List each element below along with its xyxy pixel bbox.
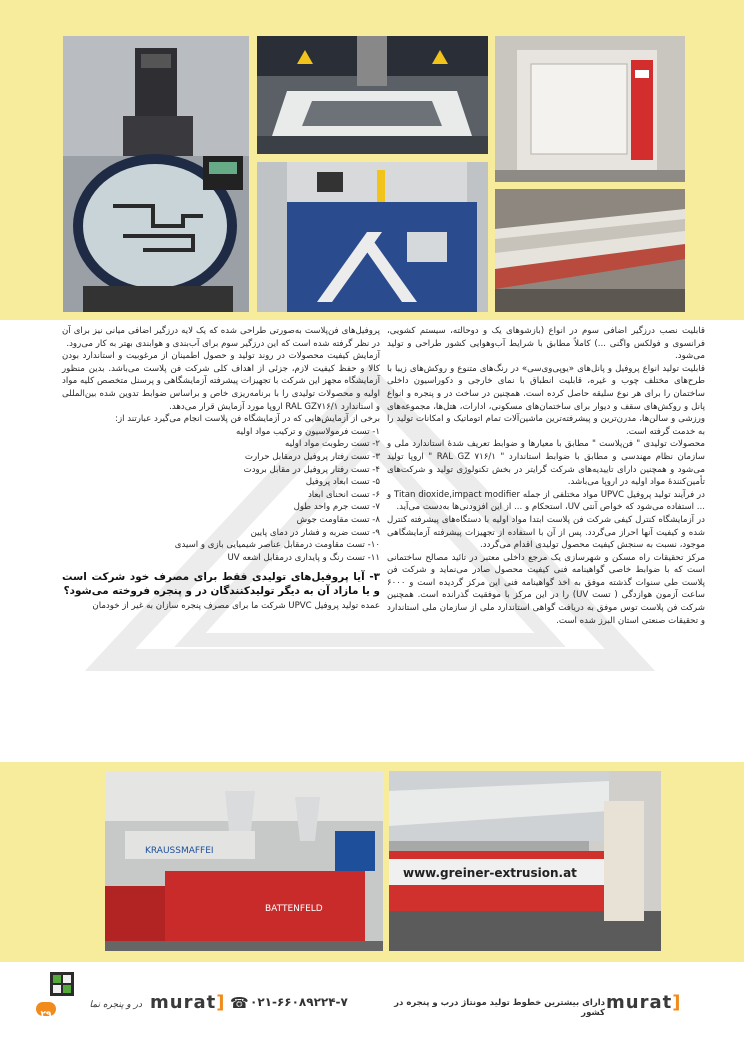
article-paragraph: مرکز تحقیقات راه مسکن و شهرسازی یک مرجع داخلی معتبر در تائید مصالح ساختمانی است که با ضوابط خاصی گواهینامه فنی کیفیت محصول صادر می‌نماید و شرکت فن پلاست طی سنوات گذشته موفق به اخذ گواهینامه فنی این مرکز گردیده است و ۶۰۰۰ ساعت آزمون هوازدگی ( تست UV) را در این مرکز با موفقیت گذرانده است. همچنین شرکت فن پلاست توس موفق به دریافت گواهی استاندارد ملی از سازمان ملی استاندارد و تحقیقات صنعتی استان البرز شده است. [387, 552, 705, 626]
list-item: ۷- تست جرم واحد طول [293, 502, 380, 513]
photo-profile-line [495, 189, 685, 312]
list-item: ۲- تست رطوبت مواد اولیه [284, 439, 380, 450]
list-item: ۴- تست رفتار پروفیل در مقابل برودت [243, 464, 380, 475]
extrusion-sign-label: www.greiner-extrusion.at [403, 866, 577, 880]
magazine-logo-mark [50, 972, 74, 996]
article-paragraph: در آزمایشگاه کنترل کیفی شرکت فن پلاست ابتدا مواد اولیه با دستگاه‌های پیشرفته کنترل شده و کیفیت آنها احراز می‌گردد. پس از آن با استفاده از تجهیزات پیشرفته آزمایشگاهی موجود، نسبت به سنجش کیفیت محصول تولیدی اقدام می‌گردد. [387, 514, 705, 551]
photo-profile-projector [63, 36, 249, 312]
phone-number: ۰۲۱-۶۶۰۸۹۲۲۴-۷ [250, 995, 348, 1009]
article-paragraph: عمده تولید پروفیل UPVC شرکت ما برای مصرف پنجره سازان به غیر از خودمان [92, 601, 380, 612]
list-item: ۱۰- تست مقاومت درمقابل عناصر شیمیایی بازی و اسیدی [174, 540, 380, 551]
page-footer [0, 962, 744, 1053]
machine-brand-label: BATTENFELD [265, 904, 323, 914]
interview-question: ۳- آیا پروفیل‌های تولیدی فقط برای مصرف خود شرکت است و یا مازاد آن به دیگر تولیدکنندگان در و پنجره فروخته می‌شود؟ [62, 571, 380, 598]
brand-name: murat [606, 992, 673, 1013]
photo-extrusion-line [389, 771, 661, 951]
magazine-name: در و پنجره نما [89, 1000, 142, 1010]
page-number-badge [36, 1002, 56, 1020]
list-item: ۹- تست ضربه و فشار در دمای پایین [250, 527, 380, 538]
list-item: ۵- تست ابعاد پروفیل [305, 477, 380, 488]
lab-tests-list [62, 426, 380, 565]
page-number: ۲۹ [40, 1010, 52, 1020]
article-left-column [62, 325, 380, 613]
article-paragraph: پروفیل‌های فن‌پلاست به‌صورتی طراحی شده که یک لایه درزگیر اضافی میانی نیز برای آن در نظر گرفته شده است که این درزگیر سوم برای آب‌بندی و هوابندی بهتر به کار می‌رود. [62, 326, 380, 349]
footer-tagline: دارای بیشترین خطوط تولید مونتاژ درب و پنجره در کشور [394, 998, 605, 1018]
article-paragraph: برخی از آزمایش‌هایی که در آزمایشگاه فن پلاست انجام می‌گیرد عبارتند از: [115, 414, 380, 425]
article-right-column [387, 325, 705, 627]
list-item: ۶- تست انحنای ابعاد [307, 489, 380, 500]
article-paragraph: در فرآیند تولید پروفیل UPVC مواد مختلفی از جمله Titan dioxide,impact modifier و ... استفاده می‌شود که خواص آنتی UV، استحکام و ... از این افزودنی‌ها به‌دست می‌آید. [387, 489, 706, 513]
brand-name: murat [150, 992, 217, 1013]
list-item: ۳- تست رفتار پروفیل درمقابل حرارت [244, 451, 380, 462]
article-paragraph: آزمایش کیفیت محصولات در روند تولید و حصول اطمینان از مرغوبیت و استاندارد بودن کالا و حفظ کیفیت لازم، جزئی از اهداف کلی شرکت فن پلاست می‌باشد. بدین منظور آزمایشگاه مجهز این شرکت با تجهیزات پیشرفته آزمایشگاهی و پرسنل متخصص کلیه مواد اولیه و محصولات تولیدی را با برنامه‌ریزی خاص و براساس ضوابط تدوین شده بین‌المللی و استاندارد RAL GZ۷۱۶/۱ اروپا مورد آزمایش قرار می‌دهد. [62, 351, 380, 412]
list-item: ۱۱- تست رنگ و پایداری درمقابل اشعه UV [227, 552, 380, 563]
murat-logo-left: murat] [150, 992, 226, 1013]
photo-extruder-hoppers [105, 771, 383, 951]
photo-oven-chamber [495, 36, 685, 182]
phone-icon: ☎ [230, 994, 249, 1012]
article-paragraph: محصولات تولیدی " فن‌پلاست " مطابق با معیارها و ضوابط تعریف شدهٔ استاندارد ملی و سازمان نظام مهندسی و مطابق با ضوابط استاندارد " RAL GZ ۷۱۶/۱ " اروپا تولید می‌شود و همچنین دارای تاییدیه‌های شرکت گرایتر در بخش تکنولوژی تولید و شرکت‌های تأمین‌کنندهٔ مواد اولیه در اروپا می‌باشد. [387, 439, 705, 488]
article-paragraph: قابلیت نصب درزگیر اضافی سوم در انواع (بازشوهای یک و دوحالته، سیستم کشویی، فرانسوی و فولکس واگنی ...) کاملاً مطابق با شرایط آب‌وهوایی کشور طراحی و تولید می‌شود. [387, 326, 705, 362]
list-item: ۸- تست مقاومت جوش [296, 514, 380, 525]
murat-logo-right: murat] [606, 992, 682, 1013]
article-paragraph: قابلیت تولید انواع پروفیل و پانل‌های «یوپی‌وی‌سی» در رنگ‌های متنوع و روکش‌های زیبا با طرح‌های مختلف چوب و غیره، قابلیت انطباق با نمای خارجی و دکوراسیون داخلی ساختمان را برای هر نوع سلیقه حاصل کرده است. همچنین در ساخت در و پنجره و انواع پانل و روکش‌های سقف و دیوار برای ساختمان‌های مسکونی، ادارات، هتل‌ها، مجموعه‌های ورزشی و سالن‌ها، مدرن‌ترین و پیشرفته‌ترین ماشین‌آلات تمام اتوماتیک و امکانات تولید را به خدمت گرفته است. [387, 363, 705, 437]
list-item: ۱- تست فرمولاسیون و ترکیب مواد اولیه [236, 426, 380, 437]
photo-corner-cleaner [257, 162, 488, 312]
photo-frame-welder [257, 36, 488, 154]
feeder-brand-label: KRAUSSMAFFEI [145, 846, 214, 856]
